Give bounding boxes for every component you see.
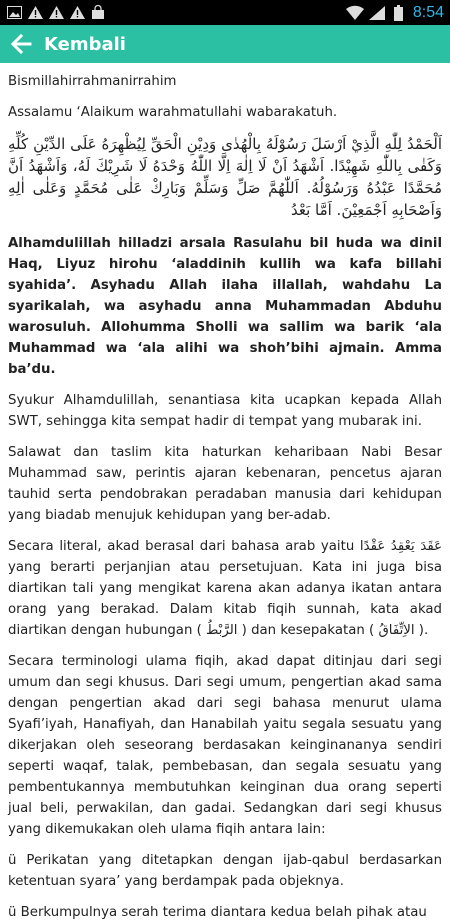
paragraph-salawat: Salawat dan taslim kita haturkan keharibaan Nabi Besar Muhammad saw, perintis ajaran kebenaran, pencetus ajaran tauhid serta pendobrakan peradaban manusia dari kehidupan yang biadab menujuk kehidupan yang ber-adab.	[8, 445, 442, 523]
arabic-akad-term: عَقَدَ يَعْقِدُ عَقْدًا	[359, 539, 443, 554]
arabic-rabt-term: الرَّبْطُ	[206, 623, 238, 638]
image-icon	[6, 5, 22, 21]
arabic-ittifaq-term: الاِتِّفَاقُ	[378, 623, 415, 638]
literal-text-a: Secara literal, akad berasal dari bahasa arab yaitu	[8, 539, 360, 554]
signal-icon	[369, 5, 385, 21]
list-item-berkumpulnya: ü Berkumpulnya serah terima diantara kedua belah pihak atau	[8, 905, 427, 920]
warning-icon	[69, 5, 85, 21]
battery-icon	[391, 5, 407, 21]
article-content[interactable]	[0, 63, 450, 920]
paragraph-literal	[8, 536, 442, 641]
app-title[interactable]: Kembali	[44, 33, 126, 55]
paragraph-syukur: Syukur Alhamdulillah, senantiasa kita ucapkan kepada Allah SWT, sehingga kita sempat hadir di tempat yang mubarak ini.	[8, 393, 442, 429]
warning-icon	[48, 5, 64, 21]
arabic-opening-text: اَلْحَمْدُ لِلّٰهِ الَّذِيْ اَرْسَلَ رَسُوْلَهُ بِالْهُدٰى وَدِيْنِ الْحَقِّ لِيُظْهِرَهُ عَلَى الدِّيْنِ كُلِّهِ وَكَفٰى بِاللّٰهِ شَهِيْدًا. اَشْهَدُ اَنْ لَا اِلٰهَ اِلَّا اللّٰهُ وَحْدَهُ لَا شَرِيْكَ لَهُ، وَاَشْهَدُ اَنَّ مُحَمَّدًا عَبْدُهُ وَرَسُوْلُهُ. اَللّٰهُمَّ صَلِّ وَسَلِّمْ وَبَارِكْ عَلٰى مُحَمَّدٍ وَعَلٰى اٰلِهِ وَاَصْحَابِهِ اَجْمَعِيْنَ. اَمَّا بَعْدُ	[8, 135, 442, 219]
status-left-icons	[6, 5, 106, 21]
arrow-back-icon[interactable]	[10, 33, 32, 55]
paragraph-terminologi: Secara terminologi ulama fiqih, akad dapat ditinjau dari segi umum dan segi khusus. Dari segi umum, pengertian akad sama dengan pengertian akad dari segi bahasa menurut ulama Syafi’iyah, Hanafiyah, dan Hanabilah yaitu segala sesuatu yang dikerjakan oleh seseorang berdasakan keinginananya sendiri seperti waqaf, talak, pembebasan, dan segala sesuatu yang pembentukannya membutuhkan keinginan dua orang seperti jual beli, perwakilan, dan gadai. Sedangkan dari segi khusus yang dikemukakan oleh ulama fiqih antara lain:	[8, 654, 442, 837]
status-bar	[0, 0, 450, 25]
greeting-text: Assalamu ‘Alaikum warahmatullahi wabarakatuh.	[8, 105, 338, 120]
wifi-icon	[347, 5, 363, 21]
warning-icon	[27, 5, 43, 21]
store-icon	[90, 5, 106, 21]
app-bar	[0, 25, 450, 63]
list-item-perikatan: ü Perikatan yang ditetapkan dengan ijab-qabul berdasarkan ketentuan syara’ yang berdampak pada objeknya.	[8, 853, 442, 889]
literal-text-c: ) dan kesepakatan (	[237, 623, 379, 638]
transliteration-paragraph: Alhamdulillah hilladzi arsala Rasulahu bil huda wa dinil Haq, Liyuz hirohu ‘aladdinih kullih wa kafa billahi syahida’. Asyhadu Allah ilaha illallah, wahdahu La syarikalah, wa asyhadu anna Muhammadan Abduhu warosuluh. Allohumma Sholli wa sallim wa barik ‘ala Muhammad wa ‘ala alihi wa shoh’bihi ajmain. Amma ba’du.	[8, 236, 442, 377]
literal-text-b: yang berarti perjanjian atau persetujuan. Kata ini juga bisa diartikan tali yang mengikat karena akan adanya ikatan antara orang yang berakad. Dalam kitab fiqih sunnah, kata akad diartikan dengan hubungan (	[8, 560, 442, 638]
literal-text-d: ).	[414, 623, 429, 638]
back-button[interactable]	[10, 33, 126, 55]
basmalah-text: Bismillahirrahmanirrahim	[8, 74, 177, 89]
status-time: 8:54	[412, 3, 444, 21]
status-right-icons	[347, 4, 444, 22]
